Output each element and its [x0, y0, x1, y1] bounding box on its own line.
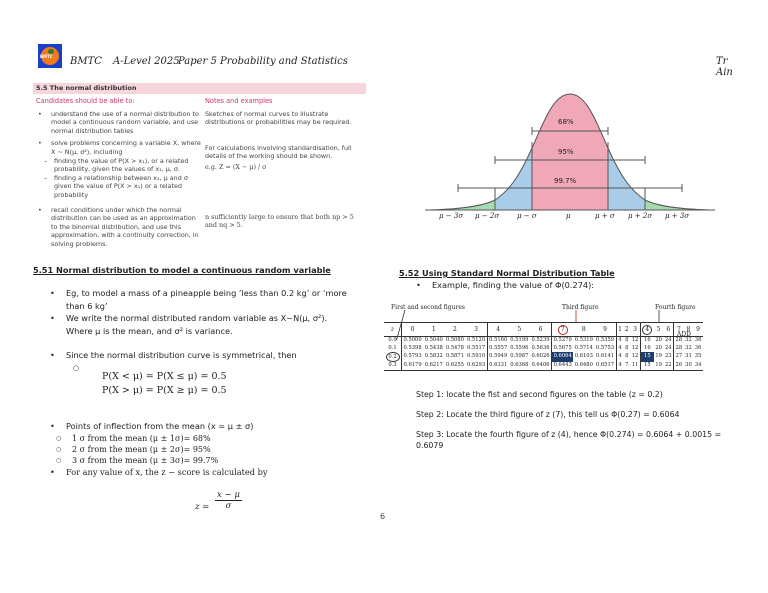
- sub-bullet: ○ 1 σ from the mean (μ ± 1σ)= 68%: [50, 433, 370, 444]
- equation: P(X < μ) = P(X ≤ μ) = 0.5: [102, 370, 227, 382]
- section-552-bullet: • Example, finding the value of Φ(0.274):: [416, 279, 594, 292]
- table-row: 0.0 0.5000 0.5040 0.5080 0.5120 0.5160 0.5199 0.5239 0.5279 0.5319 0.5359 4 8 12 16 20 24 28 32 36: [388, 337, 702, 343]
- label-first-second: First and second figures: [391, 304, 465, 311]
- x-tick: μ + σ: [595, 212, 615, 220]
- symmetry-equations: ○ P(X < μ) = P(X ≤ μ) = 0.5 P(X > μ) = P(X ≥ μ) = 0.5: [73, 363, 227, 396]
- highlighted-cell: 0.6064: [552, 352, 574, 362]
- header-author: Tr Ain: [716, 56, 733, 78]
- step-2: Step 2: Locate the third figure of z (7), this tell us Φ(0.27) = 0.6064: [416, 410, 680, 419]
- sub-bullet: ○ 2 σ from the mean (μ ± 2σ)= 95%: [50, 444, 370, 455]
- bullet: • We write the normal distributed random variable as X~N(μ, σ²).: [50, 312, 350, 325]
- syllabus-subitem: – finding the value of P(X > x₁), or a related probability, given the values of x₁, μ, σ.: [42, 157, 201, 174]
- steps: [416, 389, 746, 451]
- bullet: • Points of inflection from the mean (x = μ ± σ): [50, 420, 370, 433]
- header-paper: Paper 5 Probability and Statistics: [178, 56, 348, 67]
- x-tick: μ − σ: [517, 212, 537, 220]
- bullet-continuation: Where μ is the mean, and σ² is variance.: [66, 325, 233, 336]
- inflection-block: [50, 420, 370, 479]
- x-tick: μ + 2σ: [628, 212, 653, 220]
- section-552-title: 5.52 Using Standard Normal Distribution Table: [399, 268, 615, 278]
- school-logo: BMTC: [38, 44, 62, 68]
- syllabus-item: • recall conditions under which the normal distribution can be used as an approximation to the binomial distribution, and use this approximation, with a continuity correction, in solving problems.: [36, 206, 201, 249]
- section-551-title: 5.51 Normal distribution to model a continuous random variable: [33, 265, 331, 275]
- bullet: • Since the normal distribution curve is symmetrical, then: [50, 349, 350, 362]
- table-row: 0.2 0.5793 0.5832 0.5871 0.5910 0.5949 0.5987 0.6026 0.6064 0.6103 0.6141 4 8 12 15 19 23 27 31 35: [384, 352, 703, 362]
- third-figure-circle: 7: [558, 325, 568, 335]
- step-1: Step 1: locate the fist and second figures on the table (z = 0.2): [416, 390, 663, 399]
- syllabus-item: • understand the use of a normal distribution to model a continuous random variable, and use normal distribution tables: [36, 110, 201, 136]
- zscore-formula: z = $\frac{x - \mu}{\sigma}$: [195, 490, 240, 512]
- syllabus-right-column: [205, 97, 365, 230]
- label-third: Third figure: [562, 304, 599, 311]
- z-row-circle: 0.2: [386, 352, 400, 362]
- normal-distribution-table: z 0 1 2 3 4 5 6 7 8 9 1 2 3 4 5 6 7 8 9 0.0 0.5000 0.5040 0.5080 0.5120 0.5160 0.5199 0.5239 0.5279 0.5319 0.5359 4 8 12 16 20 24 28 32 36 0.1 0.5398 0.5438 0.5478 0.5517 0.5557 0.5596 0.5636 0.5675 0.5714 0.5753 4 8 12 16 20 24 28 32 36 0.2 0.5793 0.5832 0.5871 0.5910 0.5949 0.5987 0.6026 0.6064 0.6103 0.6141 4 8 12 15 19 23 27 31 35 0.3 0.6179 0.6217 0.6255 0.6293 0.6331 0.6368 0.6406 0.6443 0.6480 0.6517 4 7 11 15 19 22 26 30 34: [384, 322, 703, 371]
- label-fourth: Fourth figure: [655, 304, 696, 311]
- x-tick: μ: [566, 212, 571, 220]
- table-row: 0.3 0.6179 0.6217 0.6255 0.6293 0.6331 0.6368 0.6406 0.6443 0.6480 0.6517 4 7 11 15 19 22 26 30 34: [384, 362, 703, 370]
- syllabus-left-column: [36, 97, 201, 249]
- add-label: ADD: [677, 331, 691, 338]
- header-level: A-Level 2025: [113, 56, 180, 67]
- band-label-68: 68%: [558, 118, 574, 126]
- section-551-body: [50, 287, 350, 400]
- x-tick: μ − 2σ: [475, 212, 500, 220]
- step-3: Step 3: Locate the fourth figure of z (4), hence Φ(0.274) = 0.6064 + 0.0015 = 0.6079: [416, 430, 722, 450]
- equation: P(X > μ) = P(X ≥ μ) = 0.5: [102, 384, 227, 396]
- syllabus-item: • solve problems concerning a variable X, where X ~ N(μ, σ²), including: [36, 139, 201, 156]
- bullet: • For any value of x, the z − score is calculated by: [50, 466, 370, 479]
- band-label-997: 99.7%: [554, 177, 577, 185]
- header-org: BMTC: [70, 56, 102, 67]
- bullet: • Eg, to model a mass of a pineapple being ‘less than 0.2 kg’ or ‘more than 6 kg’: [50, 287, 350, 312]
- band-label-95: 95%: [558, 148, 574, 156]
- syllabus-col1-heading: Candidates should be able to:: [36, 97, 135, 105]
- syllabus-note: For calculations involving standardisation, full details of the working should be shown.: [205, 143, 352, 161]
- normal-curve-chart: [425, 90, 715, 230]
- syllabus-note: Sketches of normal curves to illustrate distributions or probabilities may be required.: [205, 109, 352, 127]
- x-tick: μ − 3σ: [439, 212, 464, 220]
- syllabus-note-formula: e.g. Z = (X − μ) / σ: [205, 162, 267, 171]
- syllabus-subitem: – finding a relationship between x₁, μ and σ given the value of P(X > x₁) or a related probability: [42, 174, 201, 200]
- syllabus-note: n sufficiently large to ensure that both np > 5 and nq > 5.: [205, 212, 354, 230]
- highlighted-cell: 15: [640, 352, 654, 362]
- page-header: [38, 44, 738, 78]
- syllabus-col2-heading: Notes and examples: [205, 97, 273, 105]
- sub-bullet: ○ 3 σ from the mean (μ ± 3σ)= 99.7%: [50, 455, 370, 466]
- page-number: 6: [380, 512, 386, 521]
- fourth-figure-circle: 4: [642, 325, 652, 335]
- syllabus-section-title: 5.5 The normal distribution: [33, 83, 366, 94]
- x-tick: μ + 3σ: [665, 212, 690, 220]
- table-row: 0.1 0.5398 0.5438 0.5478 0.5517 0.5557 0.5596 0.5636 0.5675 0.5714 0.5753 4 8 12 16 20 24 28 32 36: [388, 344, 702, 351]
